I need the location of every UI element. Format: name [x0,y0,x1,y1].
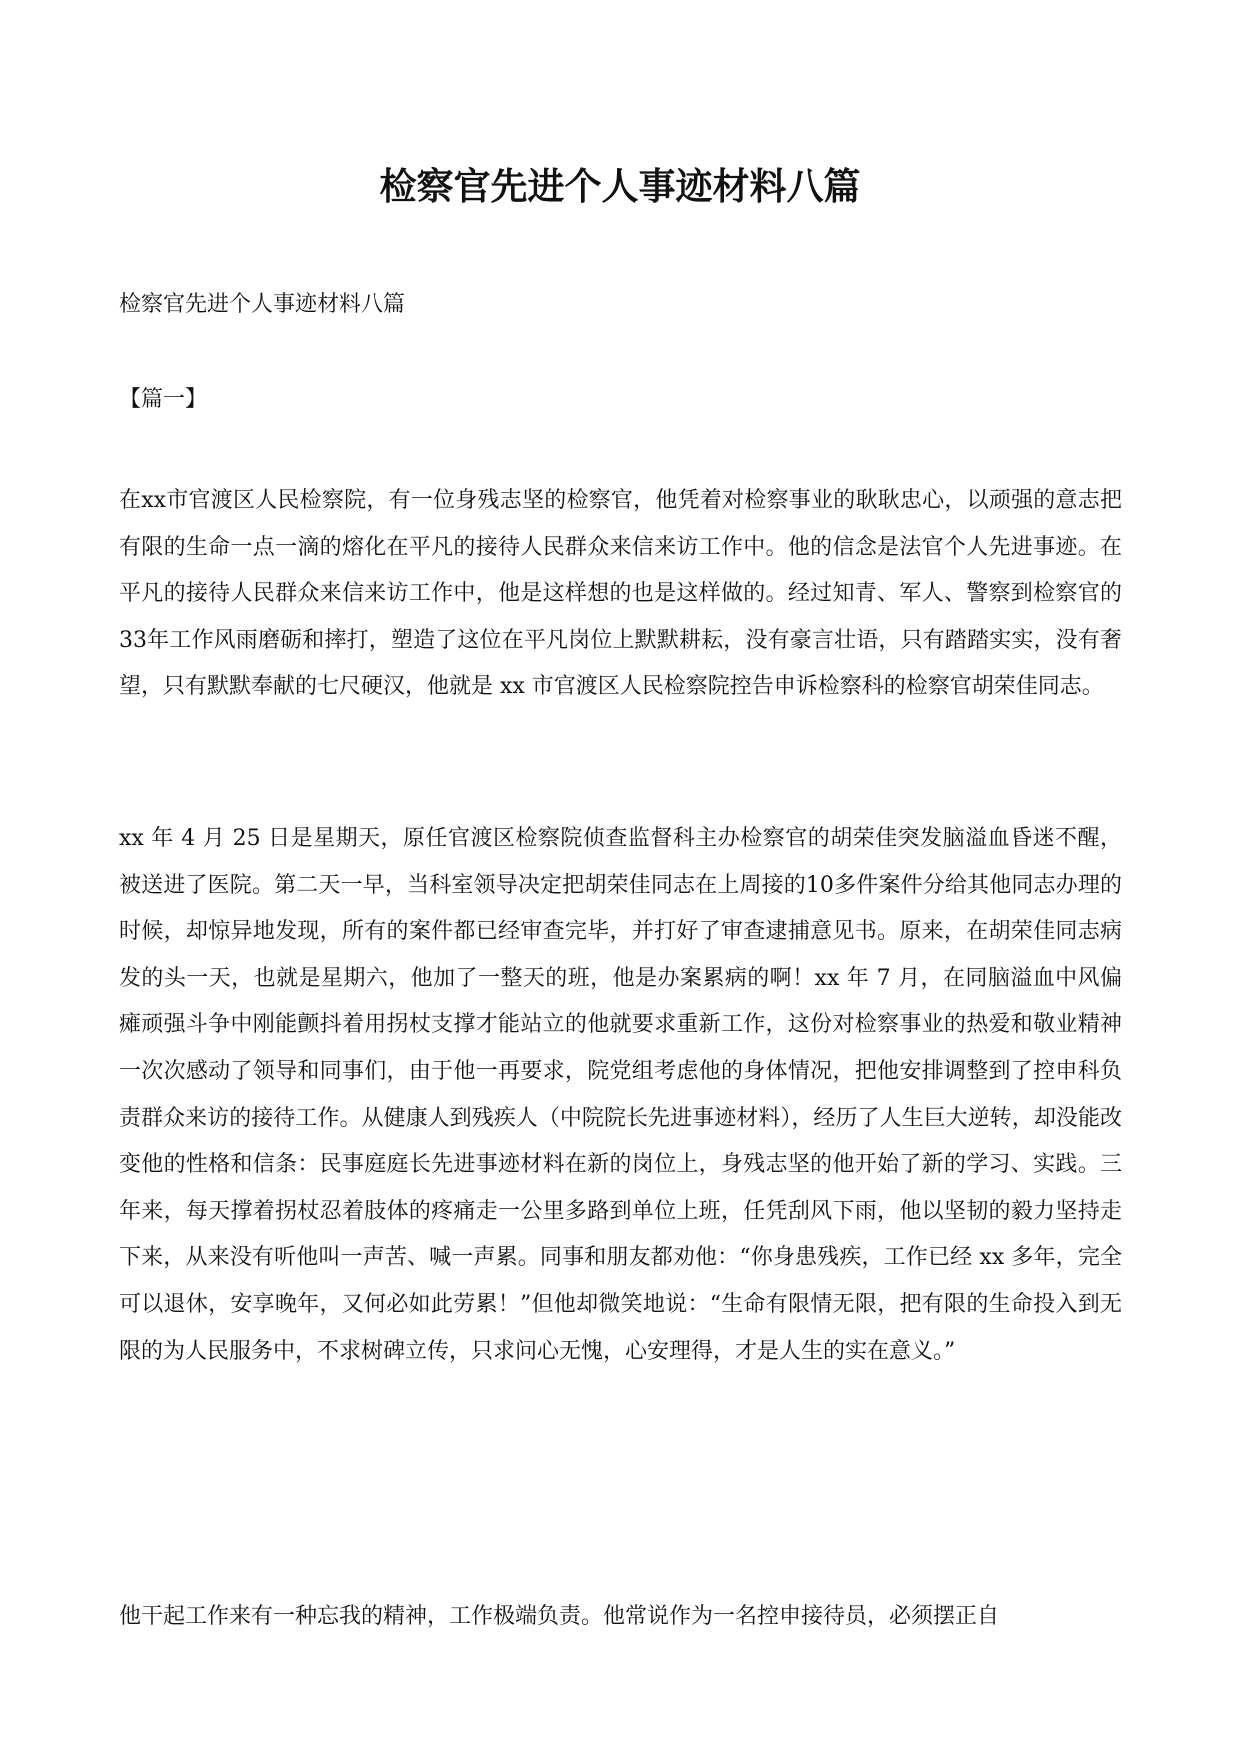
paragraph-3: 他干起工作来有一种忘我的精神，工作极端负责。他常说作为一名控申接待员，必须摆正自 [119,1604,1000,1629]
paragraph-1: 在xx市官渡区人民检察院，有一位身残志坚的检察官，他凭着对检察事业的耿耿忠心，以顽强的意志把有限的生命一点一滴的熔化在平凡的接待人民群众来信来访工作中。他的信念是法官个人先进事迹。在平凡的接待人民群众来信来访工作中，他是这样想的也是这样做的。经过知青、军人、警察到检察官的33年工作风雨磨砺和摔打，塑造了这位在平凡岗位上默默耕耘，没有豪言壮语，只有踏踏实实，没有奢望，只有默默奉献的七尺硬汉，他就是 xx 市官渡区人民检察院控告申诉检察科的检察官胡荣佳同志。 [119,488,1122,700]
document-title: 检察官先进个人事迹材料八篇 [379,164,861,208]
section-label: 【篇一】 [119,387,208,412]
paragraph-2: xx 年 4 月 25 日是星期天，原任官渡区检察院侦查监督科主办检察官的胡荣佳突发脑溢血昏迷不醒，被送进了医院。第二天一早，当科室领导决定把胡荣佳同志在上周接的10多件案件分给其他同志办理的时候，却惊异地发现，所有的案件都已经审查完毕，并打好了审查逮捕意见书。原来，在胡荣佳同志病发的头一天，也就是星期六，他加了一整天的班，他是办案累病的啊！xx 年 7 月，在同脑溢血中风偏瘫顽强斗争中刚能颤抖着用拐杖支撑才能站立的他就要求重新工作，这份对检察事业的热爱和敬业精神一次次感动了领导和同事们，由于他一再要求，院党组考虑他的身体情况，把他安排调整到了控申科负责群众来访的接待工作。从健康人到残疾人（中院院长先进事迹材料），经历了人生巨大逆转，却没能改变他的性格和信条：民事庭庭长先进事迹材料在新的岗位上，身残志坚的他开始了新的学习、实践。三年来，每天撑着拐杖忍着肢体的疼痛走一公里多路到单位上班，任凭刮风下雨，他以坚韧的毅力坚持走下来，从来没有听他叫一声苦、喊一声累。同事和朋友都劝他：“你身患残疾，工作已经 xx 多年，完全可以退休，安享晚年，又何必如此劳累！”但他却微笑地说：“生命有限情无限，把有限的生命投入到无限的为人民服务中，不求树碑立传，只求问心无愧，心安理得，才是人生的实在意义。” [119,826,1122,1364]
document-subtitle: 检察官先进个人事迹材料八篇 [119,292,406,317]
